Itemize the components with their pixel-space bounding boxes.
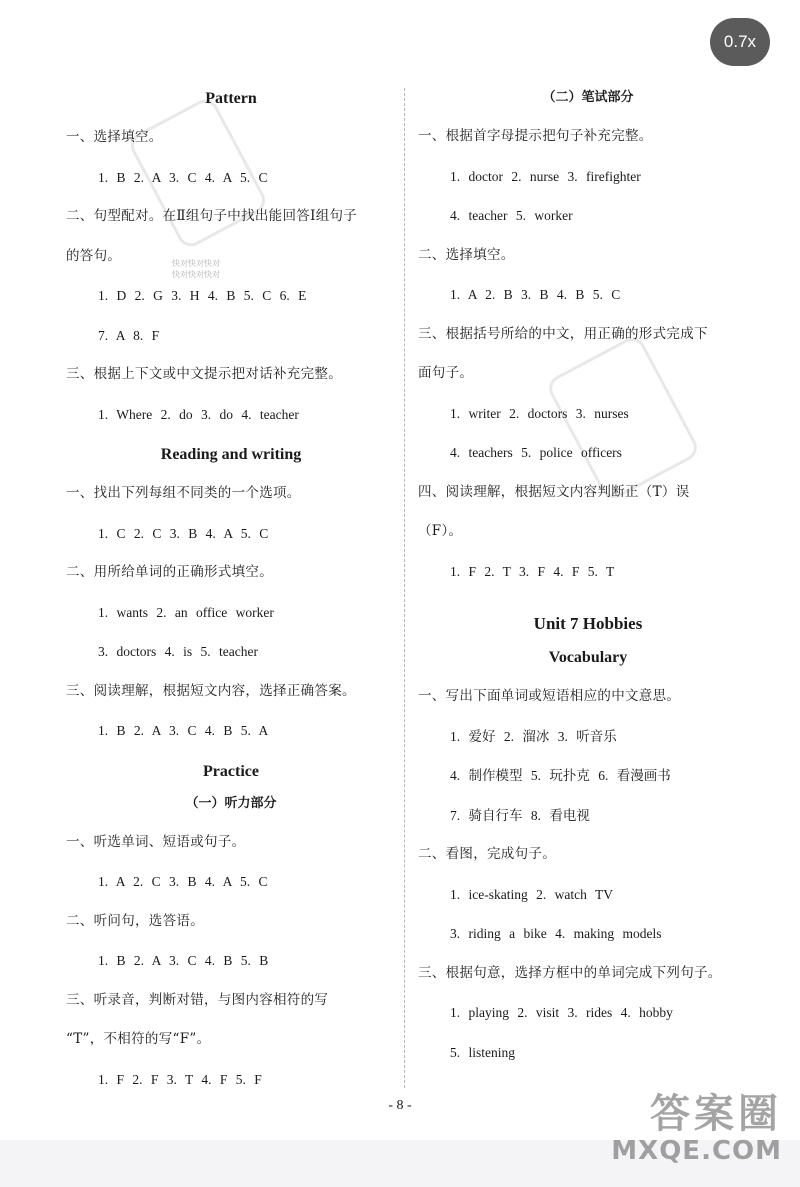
question-text: 三、根据句意，选择方框中的单词完成下列句子。 bbox=[418, 964, 722, 981]
answer-line: 1. D 2. G 3. H 4. B 5. C 6. E bbox=[98, 288, 307, 303]
question-text: 三、根据括号所给的中文，用正确的形式完成下 bbox=[418, 325, 708, 342]
question-text: 面句子。 bbox=[418, 365, 474, 381]
answer-line: 1. ice-skating 2. watch TV bbox=[450, 886, 613, 902]
answer-line: 3. riding a bike 4. making models bbox=[450, 926, 662, 941]
question-text: 二、句型配对。在Ⅱ组句子中找出能回答Ⅰ组句子 bbox=[66, 208, 358, 224]
answer-line: 1. doctor 2. nurse 3. firefighter bbox=[450, 168, 641, 184]
answer-line: 1. B 2. A 3. C 4. B 5. A bbox=[98, 723, 269, 738]
answer-line: 7. A 8. F bbox=[98, 327, 160, 343]
unit-title: Unit 7 Hobbies bbox=[533, 614, 643, 633]
question-text: 一、写出下面单词或短语相应的中文意思。 bbox=[418, 688, 681, 704]
question-text: 三、听录音，判断对错，与图内容相符的写 bbox=[66, 991, 329, 1008]
watermark-stamp-text: 快对快对快对 bbox=[172, 259, 220, 268]
zoom-level-badge[interactable]: 0.7x bbox=[710, 18, 770, 66]
section-subheading: （二）笔试部分 bbox=[542, 90, 634, 105]
answer-line: 4. 制作模型 5. 玩扑克 6. 看漫画书 bbox=[450, 768, 671, 783]
answer-line: 5. listening bbox=[450, 1044, 515, 1060]
question-text: 一、找出下列每组不同类的一个选项。 bbox=[66, 485, 301, 501]
column-divider bbox=[404, 88, 405, 1088]
answer-line: 7. 骑自行车 8. 看电视 bbox=[450, 807, 590, 823]
question-text: 二、看图，完成句子。 bbox=[418, 846, 556, 862]
answer-line: 4. teachers 5. police officers bbox=[450, 445, 622, 460]
answer-line: 3. doctors 4. is 5. teacher bbox=[98, 644, 258, 659]
right-column bbox=[418, 78, 758, 1072]
question-text: 一、听选单词、短语或句子。 bbox=[66, 833, 246, 850]
watermark-stamp-text: 快对快对快对 bbox=[172, 270, 220, 279]
question-text: “T”，不相符的写“F”。 bbox=[66, 1031, 211, 1047]
site-watermark-url: MXQE.COM bbox=[611, 1136, 782, 1166]
question-text: 一、选择填空。 bbox=[66, 129, 163, 145]
left-column bbox=[66, 78, 396, 1099]
question-text: 三、根据上下文或中文提示把对话补充完整。 bbox=[66, 366, 342, 382]
section-heading: Vocabulary bbox=[548, 649, 628, 666]
question-text: 三、阅读理解，根据短文内容，选择正确答案。 bbox=[66, 682, 356, 699]
answer-line: 1. A 2. B 3. B 4. B 5. C bbox=[450, 287, 621, 302]
answer-line: 1. writer 2. doctors 3. nurses bbox=[450, 405, 629, 421]
question-text: 二、选择填空。 bbox=[418, 246, 515, 263]
answer-line: 1. wants 2. an office worker bbox=[98, 604, 274, 620]
answer-line: 4. teacher 5. worker bbox=[450, 208, 573, 223]
answer-line: 1. C 2. C 3. B 4. A 5. C bbox=[98, 525, 269, 541]
answer-line: 1. F 2. F 3. T 4. F 5. F bbox=[98, 1071, 262, 1087]
question-text: 的答句。 bbox=[66, 247, 122, 264]
answer-line: 1. playing 2. visit 3. rides 4. hobby bbox=[450, 1005, 673, 1020]
section-heading: Reading and writing bbox=[160, 446, 302, 463]
question-text: 二、用所给单词的正确形式填空。 bbox=[66, 564, 273, 580]
answer-line: 1. F 2. T 3. F 4. F 5. T bbox=[450, 563, 615, 579]
question-text: （F）。 bbox=[418, 523, 463, 539]
section-subheading: （一）听力部分 bbox=[185, 795, 277, 811]
answer-line: 1. 爱好 2. 溜冰 3. 听音乐 bbox=[450, 728, 617, 744]
answer-line: 1. B 2. A 3. C 4. B 5. B bbox=[98, 953, 269, 968]
answer-line: 1. A 2. C 3. B 4. A 5. C bbox=[98, 874, 268, 889]
section-heading: Practice bbox=[203, 762, 259, 780]
site-watermark bbox=[611, 1092, 782, 1166]
question-text: 二、听问句，选答语。 bbox=[66, 912, 204, 929]
page-number: - 8 - bbox=[388, 1098, 412, 1113]
question-text: 四、阅读理解，根据短文内容判断正（T）误 bbox=[418, 483, 690, 500]
answer-line: 1. B 2. A 3. C 4. A 5. C bbox=[98, 169, 268, 185]
site-watermark-name: 答案圈 bbox=[650, 1091, 782, 1137]
section-heading: Pattern bbox=[205, 90, 257, 107]
answer-line: 1. Where 2. do 3. do 4. teacher bbox=[98, 406, 299, 422]
question-text: 一、根据首字母提示把句子补充完整。 bbox=[418, 128, 653, 144]
